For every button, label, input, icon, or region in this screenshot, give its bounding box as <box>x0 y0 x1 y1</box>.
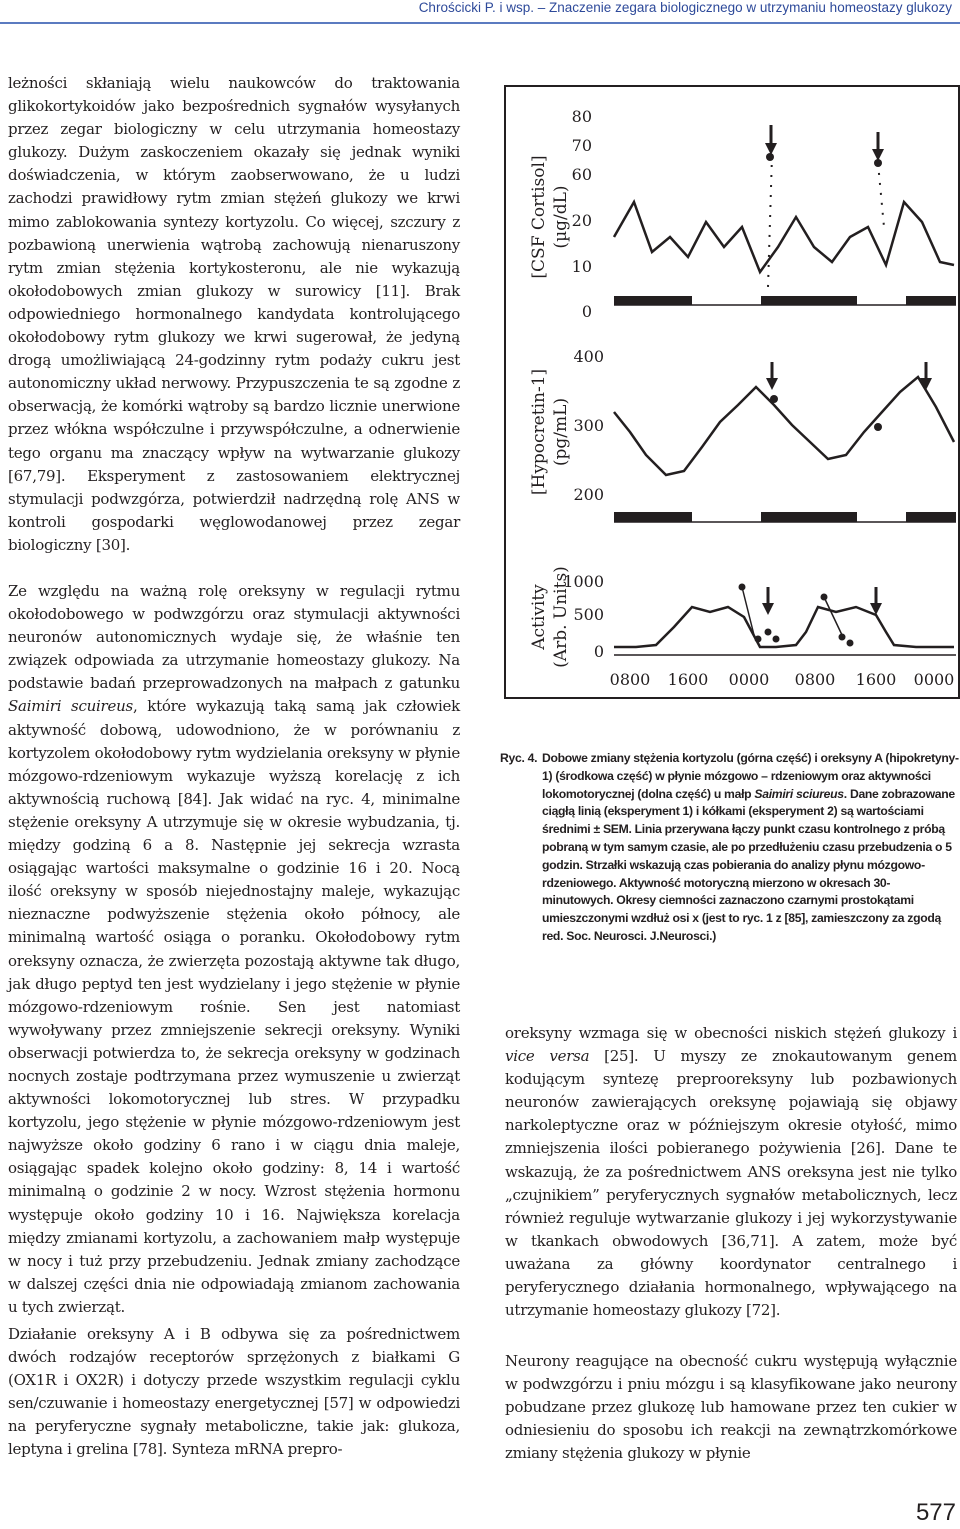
bottom-ylabel-2: (Arb. Units) <box>551 566 571 668</box>
activity-line <box>614 607 954 647</box>
bottom-tick-500: 500 <box>573 605 604 624</box>
top-tick-80: 80 <box>571 107 592 126</box>
caption-label: Ryc. 4. <box>500 751 538 765</box>
x-tick-0800-b: 0800 <box>794 670 836 689</box>
page-number: 577 <box>915 1499 956 1526</box>
caption-text-end: . Dane zobrazowane ciągłą linią (eksperyment 1) i kółkami (eksperyment 2) są wartościami średnimi ± SEM. Linia przerywana łączy punkt czasu kontrolnego z próbą pobraną w tym samym czasie, ale po przedłużeniu czasu przebudzenia o 5 godzin. Strzałki wskazują czas pobierania do analizy płynu mózgowo-rdzeniowego. Aktywność motoryczną mierzono w okresach 30-minutowych. Okresy ciemności zaznaczono czarnymi prostokątami umieszczonymi wzdłuż osi x (jest to ryc. 1 z [85], zamieszczony za zgodą red. Soc. Neurosci. J.Neurosci.) <box>542 786 955 943</box>
caption-species: Saimiri sciureus <box>754 786 844 801</box>
header-title: Znaczenie zegara biologicznego w utrzymaniu homeostazy glukozy <box>549 0 952 15</box>
figure-4-plot <box>506 87 958 697</box>
x-tick-0000-a: 0000 <box>728 670 770 689</box>
vice-versa: vice versa <box>505 1047 590 1066</box>
left-paragraph-1: leżności skłaniają wielu naukowców do traktowania glikokortykoidów jako bezpośrednich sygnałów wysyłanych przez zegar biologiczny w celu utrzymania homeostazy glukozy. Dużym zaskoczeniem okazały się jednak wyniki doświadczenia, w którym zaobserwowano, że u ludzi zachodzi prawidłowy rytm zmian stężeń glukozy we krwi mimo zablokowania syntezy kortyzolu. Co więcej, szczury z pozbawioną unerwienia wątrobą zachowują nienaruszony rytm zmian stężenia kortykosteronu, ale nie wykazują okołodobowych zmian glukozy w surowicy [11]. Brak odpowiedniego hormonalnego kandydata kontrolującego okołodobowy rytm glukozy we krwi sugerował, że jedyną drogą umożliwiającą 24-godzinny rytm podaży cukru jest autonomiczny układ nerwowy. Przypuszczenia te są zgodne z obserwacją, że komórki wątroby są bardzo licznie unerwione przez włókna współczulne i przywspółczulne, a odnerwienie tego organu ma znaczący wpływ na wytwarzanie glukozy [67,79]. Eksperyment z zastosowaniem elektrycznej stymulacji podwzgórza, potwierdził nadrzędną rolę ANS w kontroli gospodarki węglowodanowej przez zegar biologiczny [30]. <box>8 74 460 554</box>
x-tick-1600-b: 1600 <box>855 670 897 689</box>
top-tick-70: 70 <box>571 136 592 155</box>
bottom-tick-1000: 1000 <box>563 572 604 591</box>
header-separator: – <box>537 0 546 15</box>
top-tick-60: 60 <box>571 165 592 184</box>
right-paragraph-1-end: [25]. U myszy ze znokautowanym genem kodującym syntezę preprooreksyny lub pozbawionych neuronów zawierających oreksynę pojawiają się objawy narkoleptyczne oraz w późniejszym okresie otyłość, mimo zmniejszenia ilości pobieranego pożywienia [26]. Dane te wskazują, że za pośrednictwem ANS oreksyna jest nie tylko „czujnikiem” peryferycznych sygnałów metabolicznych, lecz również reguluje wytwarzanie glukozy i jej wykorzystywanie w tkankach obwodowych [36,71]. A zatem, może być uważana za główny koordynator centralnego i peryferycznego działania hormonalnego, wpływającego na utrzymanie homeostazy glukozy [72]. <box>505 1047 957 1320</box>
top-ylabel-1: [CSF Cortisol] <box>529 155 549 279</box>
x-tick-1600-a: 1600 <box>667 670 709 689</box>
left-paragraph-2-end: , które wykazują taką samą jak człowiek aktywność dobową, udowodniono, że w porównaniu z kortyzolem okołodobowy rytm wydzielania oreksyny w płynie mózgowo-rdzeniowym wykazuje wyższą korelację z ich aktywnością ruchową [84]. Jak widać na ryc. 4, minimalne stężenie oreksyny A utrzymuje się w okresie wybudzania, tj. między godziną 6 a 8. Następnie jej sekrecja wzrasta osiągając wartości maksymalne o godzinie 16 i 20. Nocą ilość oreksyny w sposób niejednostajny maleje, wykazując nieznaczne podwyższenie stężenia około północy, ale minimalną wartość osiąga o poranku. Okołodobowy rytm oreksyny oznacza, że zwierzęta pozostają aktywne tak długo, jak długo peptyd ten jest wydzielany i jego stężenie w płynie mózgowo-rdzeniowym rośnie. Sen jest natomiast wywoływany przez zmniejszenie sekrecji oreksyny. Wyniki obserwacji potwierdza to, że sekrecja oreksyny w godzinach nocnych zostaje podtrzymana przez wymuszenie u zwierząt aktywności lokomotorycznej lub stres. W przypadku kortyzolu, jego stężenie w płynie mózgowo-rdzeniowym jest najwyższe około godziny 6 rano i w ciągu dnia maleje, osiągając spadek kolejno około godziny: 8, 14 i wartość minimalną o godzinie 2 w nocy. Wzrost stężenia hormonu występuje około godziny 10 i 16. Największa korelacja między zmianami kortyzolu, a zachowaniem małp występuje w nocy i tuż przy przebudzeniu. Jednak zmiany zachodzące w dalszej części dnia nie odpowiadają zmianom zachowania u tych zwierząt. <box>8 697 460 1316</box>
left-paragraph-2-start: Ze względu na ważną rolę oreksyny w regulacji rytmu okołodobowego w podwzgórzu oraz stymulacji aktywności neuronów autonomicznych wydaje się, że właśnie ten związek odpowiada za utrzymanie homeostazy glukozy. Na podstawie badań przeprowadzonych na małpach z gatunku <box>8 582 460 693</box>
hypocretin-line <box>614 377 954 475</box>
right-paragraph-1 <box>505 1022 957 1322</box>
x-tick-0800-a: 0800 <box>609 670 651 689</box>
running-header <box>419 0 952 15</box>
hypocretin-points <box>770 395 882 431</box>
left-paragraph-2 <box>8 580 460 1319</box>
mid-ylabel-2: (pg/mL) <box>551 397 571 467</box>
mid-ylabel-1: [Hypocretin-1] <box>529 368 549 496</box>
arrow-icon <box>765 125 884 161</box>
right-paragraph-1-start: oreksyny wzmaga się w obecności niskich stężeń glukozy i <box>505 1024 957 1042</box>
cortisol-line <box>614 202 954 272</box>
bottom-tick-0: 0 <box>593 642 604 661</box>
caption-text-start: Dobowe zmiany stężenia kortyzolu (górna część) i oreksyny A (hipokretyny-1) (środkowa część) w płynie mózgowo – rdzeniowym oraz aktywności lokomotorycznej (dolna część) u małp <box>542 751 959 801</box>
top-dark-bars <box>614 296 956 305</box>
species-name: Saimiri scuireus <box>8 697 133 716</box>
mid-tick-200: 200 <box>573 485 604 504</box>
right-paragraph-2: Neurony reagujące na obecność cukru występują wyłącznie w podwzgórzu i pniu mózgu i są klasyfikowane jako neurony pobudzane przez glukozę lub hamowane przez ten cukier w odniesieniu do sposobu ich reakcji na zewnątrzkomórkowe zmiany stężenia glukozy w płynie <box>505 1352 957 1463</box>
mid-dark-bars <box>614 512 956 522</box>
cortisol-dashed <box>766 153 884 287</box>
header-rule <box>0 22 960 24</box>
top-tick-20: 20 <box>571 211 592 230</box>
x-tick-0000-b: 0000 <box>913 670 955 689</box>
top-tick-10: 10 <box>571 257 592 276</box>
mid-tick-300: 300 <box>573 416 604 435</box>
figure-caption <box>500 750 960 946</box>
header-authors: Chrościcki P. i wsp. <box>418 0 534 15</box>
activity-points <box>739 584 854 647</box>
figure-4 <box>504 85 960 699</box>
top-tick-0: 0 <box>581 302 592 321</box>
bottom-ylabel-1: Activity <box>529 584 549 650</box>
top-ylabel-2: (µg/dL) <box>551 185 571 249</box>
left-paragraph-3: Działanie oreksyny A i B odbywa się za pośrednictwem dwóch rodzajów receptorów sprzężonych z białkami G (OX1R i OX2R) i dotyczy przede wszystkim regulacji cyklu sen/czuwanie i homeostazy energetycznej [57] w odpowiedzi na peryferyczne sygnały metaboliczne, takie jak: glukoza, leptyna i grelina [78]. Synteza mRNA prepro- <box>8 1325 460 1459</box>
mid-tick-400: 400 <box>573 347 604 366</box>
